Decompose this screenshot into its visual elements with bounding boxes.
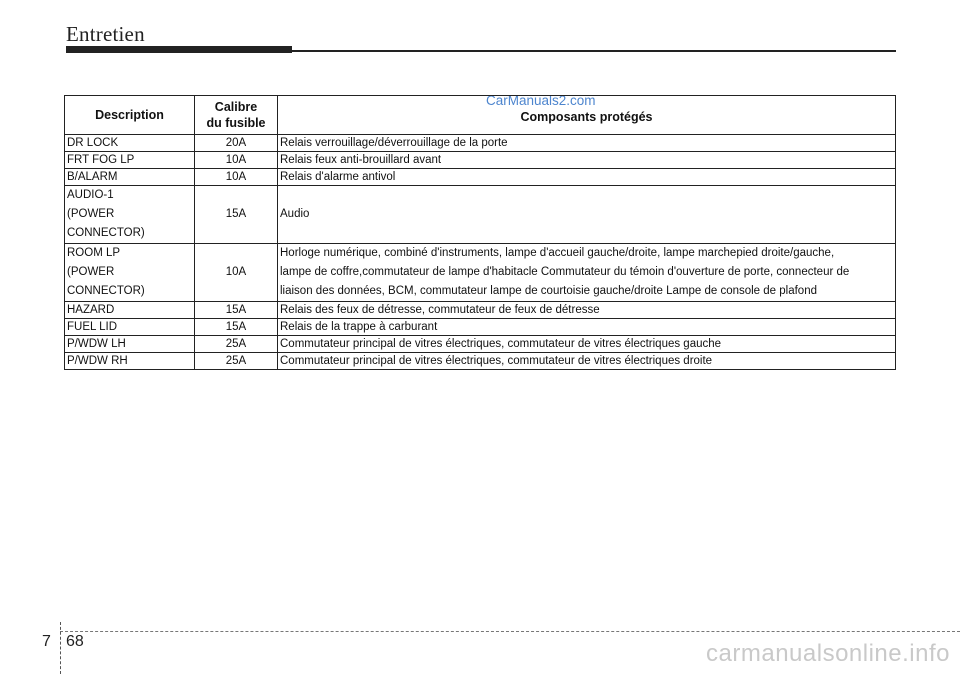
protected-components-line: Commutateur principal de vitres électriques, commutateur de vitres électriques gauche	[280, 338, 722, 350]
protected-components-line: Commutateur principal de vitres électriques, commutateur de vitres électriques droite	[280, 355, 713, 367]
protected-components-line: Audio	[280, 208, 310, 220]
fuse-rating: 10A	[195, 169, 278, 186]
table-row	[65, 169, 896, 186]
fuse-description	[65, 135, 195, 152]
table-row	[65, 302, 896, 319]
fuse-description-line: AUDIO-1	[67, 189, 114, 201]
protected-components-line: Horloge numérique, combiné d'instruments, lampe d'accueil gauche/droite, lampe marchepied droite/gauche,	[280, 247, 835, 259]
fuse-table	[64, 95, 896, 370]
fuse-description	[65, 353, 195, 370]
protected-components	[278, 353, 896, 370]
fuse-rating: 15A	[195, 186, 278, 244]
header-description: Description	[65, 96, 195, 135]
fuse-description	[65, 302, 195, 319]
protected-components	[278, 169, 896, 186]
protected-components	[278, 336, 896, 353]
table-row	[65, 135, 896, 152]
fuse-table-body	[65, 135, 896, 370]
protected-components-line: Relais feux anti-brouillard avant	[280, 154, 442, 166]
header-components: Composants protégés	[278, 96, 896, 135]
section-title: Entretien	[66, 22, 145, 46]
table-header-row	[65, 96, 896, 135]
protected-components	[278, 135, 896, 152]
table-row	[65, 319, 896, 336]
fuse-description	[65, 336, 195, 353]
fuse-description-line: DR LOCK	[67, 137, 119, 149]
fuse-rating: 25A	[195, 336, 278, 353]
protected-components	[278, 319, 896, 336]
protected-components-line: Relais verrouillage/déverrouillage de la porte	[280, 137, 508, 149]
protected-components	[278, 302, 896, 319]
protected-components	[278, 152, 896, 169]
fuse-description-line: B/ALARM	[67, 171, 118, 183]
table-row	[65, 244, 896, 302]
fuse-rating: 20A	[195, 135, 278, 152]
protected-components-line: Relais d'alarme antivol	[280, 171, 396, 183]
fuse-rating: 10A	[195, 244, 278, 302]
table-row	[65, 336, 896, 353]
fuse-description-line: FRT FOG LP	[67, 154, 135, 166]
fuse-rating: 15A	[195, 302, 278, 319]
protected-components	[278, 244, 896, 302]
page-number: 68	[66, 633, 84, 650]
protected-components	[278, 186, 896, 244]
fuse-description	[65, 186, 195, 244]
header-calibre	[195, 96, 278, 135]
fuse-description	[65, 152, 195, 169]
protected-components-line: Relais des feux de détresse, commutateur de feux de détresse	[280, 304, 600, 316]
fuse-description-line: (POWER	[67, 266, 115, 278]
header-calibre-line1: Calibre	[214, 100, 258, 114]
fuse-description-line: ROOM LP	[67, 247, 121, 259]
fuse-description	[65, 169, 195, 186]
fuse-description	[65, 244, 195, 302]
header-calibre-line2: du fusible	[206, 116, 266, 130]
watermark-top: CarManuals2.com	[486, 93, 596, 108]
fuse-description-line: FUEL LID	[67, 321, 118, 333]
fuse-description-line: P/WDW LH	[67, 338, 126, 350]
table-row	[65, 152, 896, 169]
fuse-description-line: CONNECTOR)	[67, 285, 145, 297]
watermark-bottom: carmanualsonline.info	[706, 640, 950, 667]
fuse-description-line: P/WDW RH	[67, 355, 128, 367]
fuse-description-line: HAZARD	[67, 304, 115, 316]
protected-components-line: liaison des données, BCM, commutateur lampe de courtoisie gauche/droite Lampe de console de plafond	[280, 285, 817, 297]
table-row	[65, 186, 896, 244]
fuse-rating: 10A	[195, 152, 278, 169]
table-row	[65, 353, 896, 370]
footer-rule	[60, 631, 960, 632]
fuse-rating: 25A	[195, 353, 278, 370]
fuse-rating: 15A	[195, 319, 278, 336]
header-accent-bar	[66, 46, 292, 53]
fuse-description-line: CONNECTOR)	[67, 227, 145, 239]
fuse-description	[65, 319, 195, 336]
chapter-number: 7	[42, 633, 51, 650]
protected-components-line: Relais de la trappe à carburant	[280, 321, 438, 333]
fuse-description-line: (POWER	[67, 208, 115, 220]
protected-components-line: lampe de coffre,commutateur de lampe d'habitacle Commutateur du témoin d'ouverture de porte, connecteur de	[280, 266, 850, 278]
footer-divider	[60, 622, 61, 674]
